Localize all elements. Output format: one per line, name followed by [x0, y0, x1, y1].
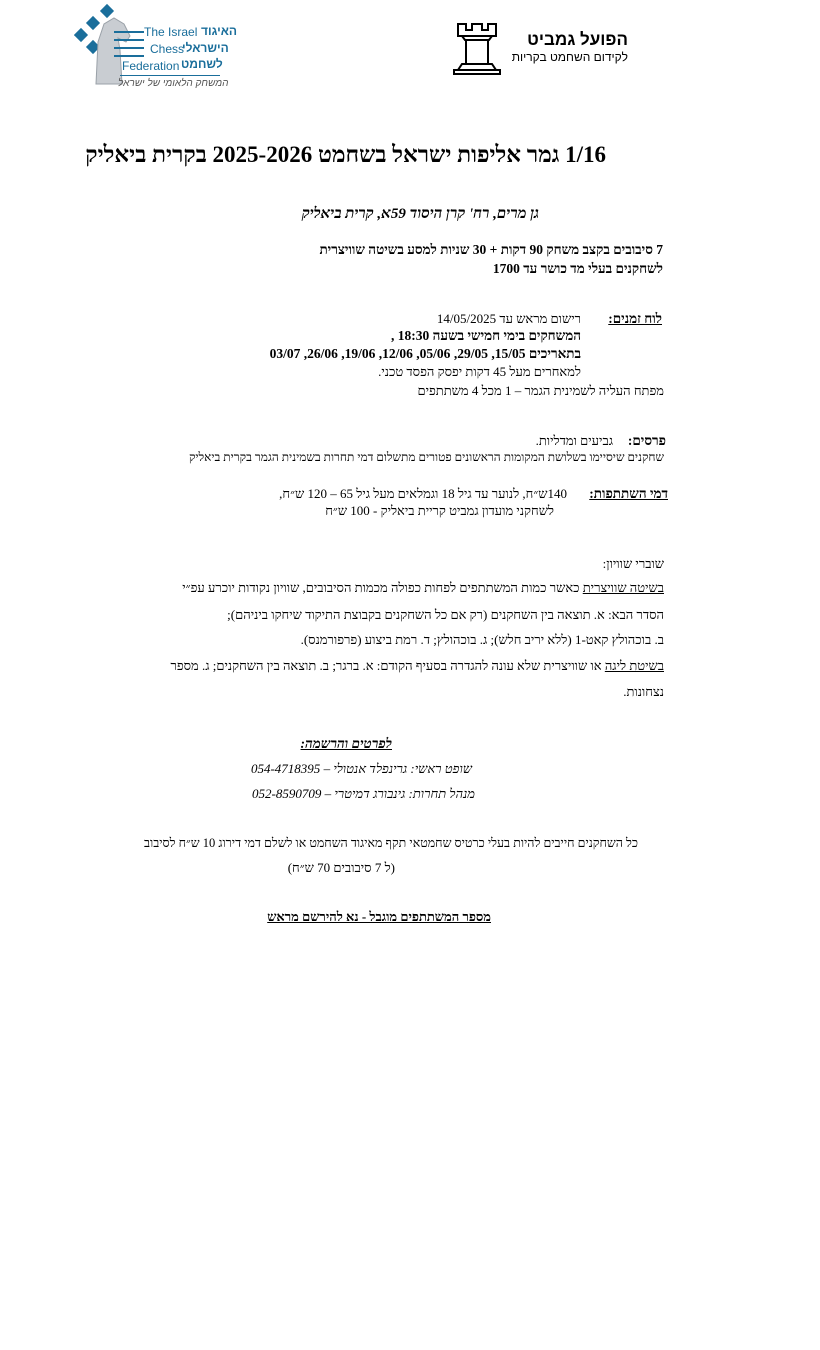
schedule-late: למאחרים מעל 45 דקות יפסק הפסד טכני.	[378, 364, 581, 379]
format-line-2: לשחקנים בעלי מד כושר עד 1700	[492, 261, 663, 276]
prizes-note: שחקנים שיסיימו בשלושת המקומות הראשונים פטורים מתשלום דמי תחרות בשמינית הגמר בקרית ביאליק	[188, 450, 664, 464]
tiebreaks-league-text: או שוויצרית שלא עונה להגדרה בסעיף הקודם: א. ברגר; ב. תוצאה בין השחקנים; ג. מספר	[170, 658, 602, 673]
schedule-registration: רישום מראש עד 14/05/2025	[436, 311, 581, 326]
membership-line-1: כל השחקנים חייבים להיות בעלי כרטיס שחמטאי תקף מאיגוד השחמט או לשלם דמי דירוג 10 ש״ח לסיבוב	[143, 836, 638, 850]
tiebreaks-swiss-text-3: ב. בוכהולץ קאט-1 (ללא יריב חלש); ג. בוכהולץ; ד. רמת ביצוע (פרפורמנס).	[300, 632, 664, 647]
federation-he-line1: האיגוד	[201, 24, 238, 38]
tiebreaks-swiss-text-2: הסדר הבא: א. תוצאה בין השחקנים (רק אם כל השחקנים בקבוצת התיקוד שיחקו ביניהם);	[227, 607, 664, 622]
federation-en-line3: Federation	[122, 59, 180, 73]
fees-label: דמי השתתפות:	[589, 486, 668, 501]
chess-rook-icon	[452, 22, 502, 76]
format-line-1: 7 סיבובים בקצב משחק 90 דקות + 30 שניות למסע בשיטה שוויצרית	[319, 242, 663, 257]
federation-en-line2: Chess	[150, 42, 185, 56]
venue: גן מרים, רח' קרן היסוד 59א, קרית ביאליק	[301, 206, 539, 222]
schedule-dates: בתאריכים 15/05, 29/05, 05/06, 12/06, 19/06, 26/06, 03/07	[269, 346, 581, 361]
federation-en-line1: The Israel	[144, 25, 198, 39]
participants-limit-note: מספר המשתתפים מוגבל - נא להירשם מראש	[267, 909, 491, 924]
tiebreaks-swiss	[0, 580, 664, 596]
tiebreaks-swiss-label: בשיטה שוויצרית	[582, 580, 664, 595]
tiebreaks-league-text-2: נצחונות.	[623, 684, 664, 699]
federation-logo	[74, 2, 244, 96]
schedule-qualification: מפתח העליה לשמינית הגמר – 1 מכל 4 משתתפים	[417, 383, 664, 398]
fees-text: 140ש״ח, לנוער עד גיל 18 וגמלאים מעל גיל 65 – 120 ש״ח,	[279, 486, 567, 501]
contacts-label: לפרטים והרשמה:	[300, 736, 392, 751]
schedule-days: המשחקים בימי חמישי בשעה 18:30 ,	[391, 328, 581, 343]
schedule-label: לוח זמנים:	[608, 311, 662, 326]
fees-club: לשחקני מועדון גמביט קריית ביאליק - 100 ש״ח	[325, 503, 554, 518]
federation-slogan: המשחק הלאומי של ישראל	[118, 78, 229, 89]
club-subtitle: לקידום השחמט בקריות	[511, 50, 628, 64]
federation-he-line3: לשחמט	[181, 57, 223, 71]
tiebreaks-league	[0, 658, 664, 674]
prizes-label: פרסים:	[627, 433, 666, 448]
membership-line-2: (ל 7 סיבובים 70 ש״ח)	[287, 860, 395, 875]
tiebreaks-swiss-text: כאשר כמות המשתתפים לפחות כפולה מכמות הסיבובים, שוויון נקודות יוכרע עפ״י	[182, 580, 580, 595]
chess-knight-icon	[74, 2, 146, 86]
federation-he-line2: הישראלי	[182, 41, 229, 55]
contacts-director: מנהל תחרות: גינבורג דמיטרי – 052-8590709	[252, 786, 475, 801]
contacts-arbiter: שופט ראשי: גרינפלד אנטולי – 054-4718395	[250, 761, 472, 776]
tiebreaks-label: שוברי שוויון:	[602, 556, 664, 571]
prizes-text: גביעים ומדליות.	[535, 433, 613, 448]
page-title: 1/16 גמר אליפות ישראל בשחמט 2025-2026 בקרית ביאליק	[85, 142, 606, 167]
tiebreaks-league-label: בשיטת ליגה	[604, 658, 664, 673]
club-name: הפועל גמביט	[527, 30, 628, 49]
club-logo	[452, 22, 632, 78]
